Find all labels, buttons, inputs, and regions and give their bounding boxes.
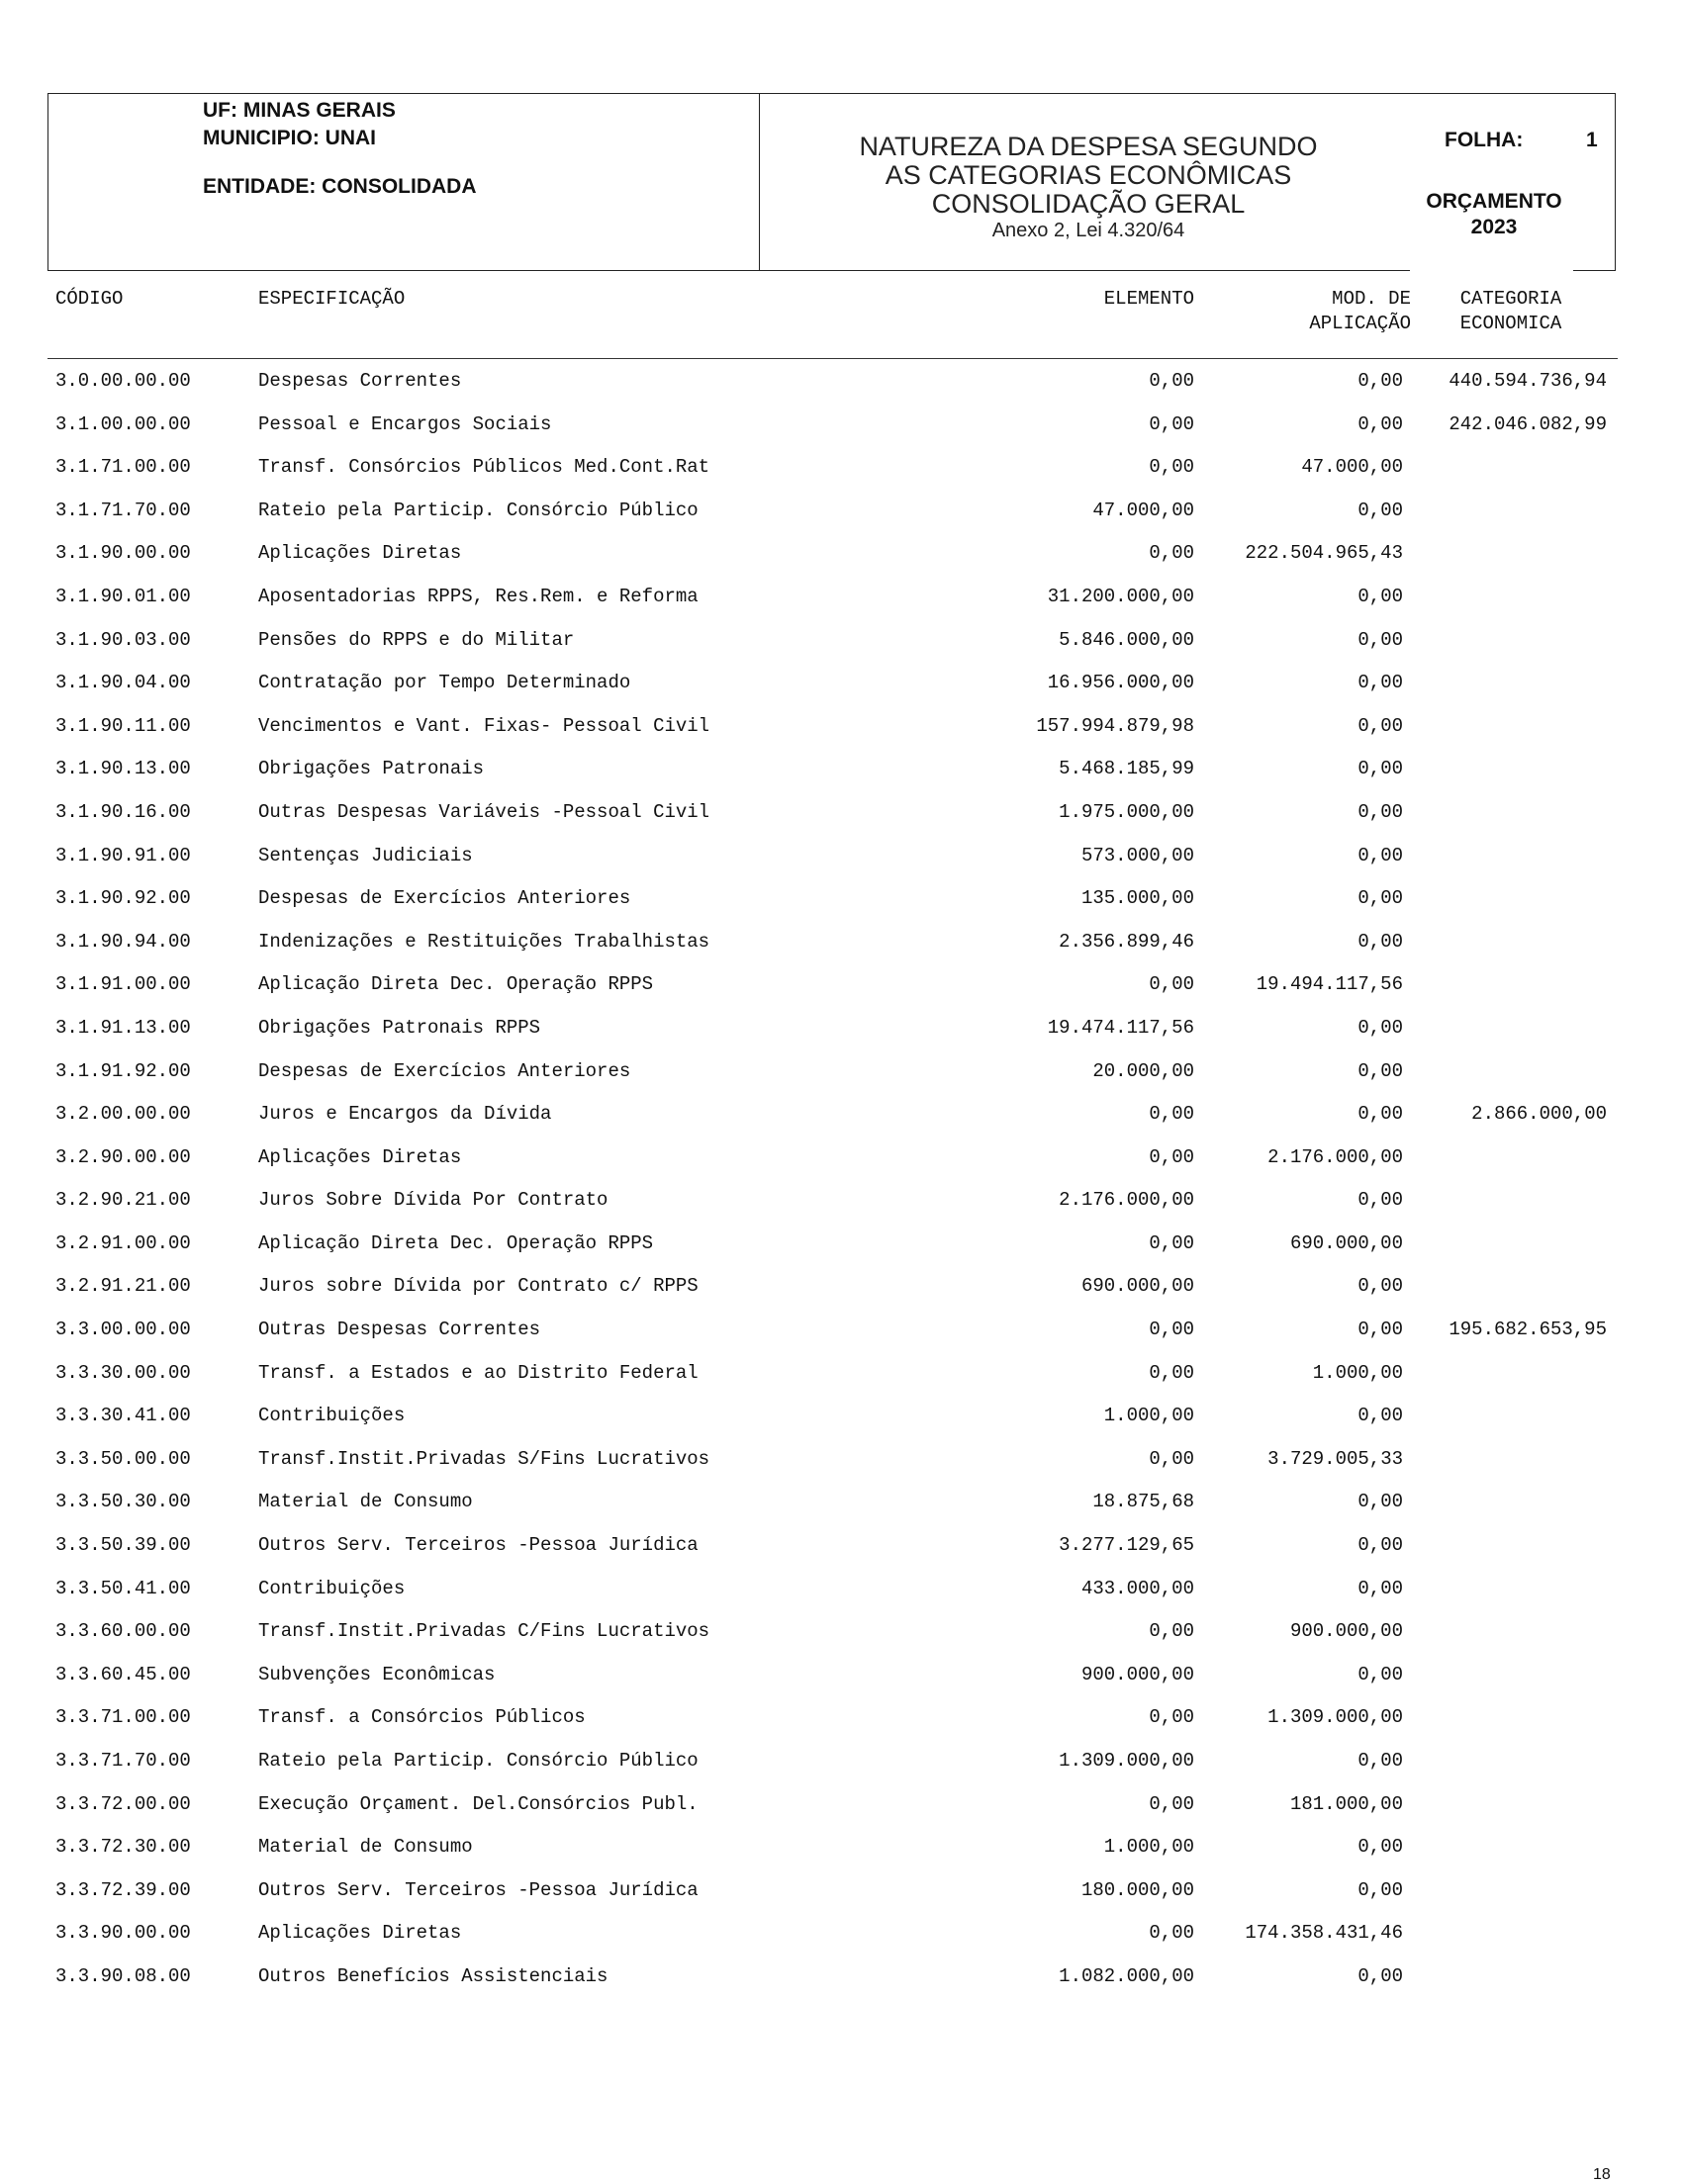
row-especificacao: Outras Despesas Variáveis -Pessoal Civil [258, 800, 710, 823]
table-row [0, 1404, 1683, 1447]
row-especificacao: Material de Consumo [258, 1836, 473, 1859]
row-categoria: 440.594.736,94 [1449, 370, 1607, 392]
table-row [0, 1231, 1683, 1275]
folha-value: 1 [1586, 129, 1598, 151]
column-header-categoria [1415, 287, 1607, 336]
row-modalidade: 0,00 [1357, 628, 1403, 651]
row-elemento: 0,00 [1149, 1922, 1194, 1945]
row-modalidade: 0,00 [1357, 844, 1403, 866]
row-modalidade: 0,00 [1357, 1577, 1403, 1599]
row-elemento: 573.000,00 [1080, 844, 1194, 866]
row-codigo: 3.3.71.00.00 [55, 1706, 191, 1729]
row-codigo: 3.3.30.41.00 [55, 1405, 191, 1427]
row-elemento: 20.000,00 [1092, 1059, 1194, 1082]
row-codigo: 3.3.50.39.00 [55, 1534, 191, 1557]
row-elemento: 19.474.117,56 [1047, 1016, 1194, 1039]
row-modalidade: 0,00 [1357, 1189, 1403, 1212]
row-especificacao: Transf.Instit.Privadas C/Fins Lucrativos [258, 1620, 710, 1643]
row-elemento: 0,00 [1149, 1145, 1194, 1168]
row-especificacao: Aplicações Diretas [258, 1145, 462, 1168]
row-codigo: 3.1.90.04.00 [55, 672, 191, 694]
table-row [0, 1274, 1683, 1318]
column-header-categoria-line-1: CATEGORIA [1459, 288, 1562, 310]
row-codigo: 3.3.50.41.00 [55, 1577, 191, 1599]
table-row [0, 1490, 1683, 1533]
table-row [0, 628, 1683, 672]
row-elemento: 5.468.185,99 [1059, 758, 1194, 780]
row-especificacao: Subvenções Econômicas [258, 1663, 496, 1685]
row-modalidade: 690.000,00 [1289, 1231, 1403, 1254]
table-row [0, 1318, 1683, 1361]
row-elemento: 0,00 [1149, 1620, 1194, 1643]
row-codigo: 3.1.90.00.00 [55, 542, 191, 565]
row-especificacao: Aplicações Diretas [258, 1922, 462, 1945]
table-row [0, 1964, 1683, 2008]
title-line-2: AS CATEGORIAS ECONÔMICAS [885, 160, 1292, 190]
row-especificacao: Rateio pela Particip. Consórcio Público [258, 499, 699, 521]
row-codigo: 3.2.90.21.00 [55, 1189, 191, 1212]
row-elemento: 5.846.000,00 [1059, 628, 1194, 651]
row-especificacao: Transf. Consórcios Públicos Med.Cont.Rat [258, 456, 710, 479]
row-elemento: 135.000,00 [1080, 887, 1194, 910]
header-uf: UF: MINAS GERAIS [203, 99, 396, 122]
row-codigo: 3.1.71.00.00 [55, 456, 191, 479]
row-elemento: 2.176.000,00 [1059, 1189, 1194, 1212]
row-categoria: 195.682.653,95 [1449, 1319, 1607, 1341]
row-elemento: 157.994.879,98 [1036, 714, 1194, 737]
row-modalidade: 0,00 [1357, 370, 1403, 392]
table-row [0, 1749, 1683, 1792]
row-elemento: 1.000,00 [1103, 1836, 1194, 1859]
row-modalidade: 0,00 [1357, 499, 1403, 521]
row-codigo: 3.1.90.01.00 [55, 585, 191, 607]
row-especificacao: Pensões do RPPS e do Militar [258, 628, 575, 651]
column-header-categoria-line-2: ECONOMICA [1459, 313, 1562, 334]
table-row [0, 1188, 1683, 1231]
row-especificacao: Despesas de Exercícios Anteriores [258, 887, 631, 910]
row-codigo: 3.3.71.70.00 [55, 1750, 191, 1772]
row-codigo: 3.1.91.92.00 [55, 1059, 191, 1082]
table-row [0, 585, 1683, 628]
row-modalidade: 0,00 [1357, 714, 1403, 737]
row-codigo: 3.3.30.00.00 [55, 1361, 191, 1384]
row-elemento: 2.356.899,46 [1059, 930, 1194, 953]
folha-label: FOLHA: [1445, 129, 1524, 151]
row-especificacao: Sentenças Judiciais [258, 844, 473, 866]
row-codigo: 3.1.90.94.00 [55, 930, 191, 953]
row-modalidade: 2.176.000,00 [1267, 1145, 1403, 1168]
row-codigo: 3.3.00.00.00 [55, 1319, 191, 1341]
column-header-especificacao: ESPECIFICAÇÃO [258, 288, 406, 310]
row-elemento: 0,00 [1149, 542, 1194, 565]
row-modalidade: 0,00 [1357, 585, 1403, 607]
row-codigo: 3.3.50.00.00 [55, 1447, 191, 1470]
row-modalidade: 222.504.965,43 [1245, 542, 1403, 565]
row-elemento: 0,00 [1149, 1447, 1194, 1470]
table-row [0, 1619, 1683, 1663]
row-modalidade: 0,00 [1357, 887, 1403, 910]
table-row [0, 1577, 1683, 1620]
row-especificacao: Juros Sobre Dívida Por Contrato [258, 1189, 608, 1212]
header-municipio: MUNICIPIO: UNAI [203, 127, 376, 149]
row-modalidade: 0,00 [1357, 1878, 1403, 1901]
row-codigo: 3.3.72.00.00 [55, 1792, 191, 1815]
row-codigo: 3.1.90.11.00 [55, 714, 191, 737]
row-elemento: 180.000,00 [1080, 1878, 1194, 1901]
row-especificacao: Outros Benefícios Assistenciais [258, 1964, 608, 1987]
row-especificacao: Aposentadorias RPPS, Res.Rem. e Reforma [258, 585, 699, 607]
expense-table [0, 369, 1683, 2008]
row-codigo: 3.1.90.16.00 [55, 800, 191, 823]
table-row [0, 1921, 1683, 1964]
row-modalidade: 0,00 [1357, 1319, 1403, 1341]
row-codigo: 3.3.60.45.00 [55, 1663, 191, 1685]
table-row [0, 930, 1683, 973]
table-row [0, 1059, 1683, 1103]
row-modalidade: 0,00 [1357, 672, 1403, 694]
row-elemento: 0,00 [1149, 1361, 1194, 1384]
row-modalidade: 181.000,00 [1289, 1792, 1403, 1815]
row-codigo: 3.3.50.30.00 [55, 1491, 191, 1513]
row-especificacao: Pessoal e Encargos Sociais [258, 412, 552, 435]
row-modalidade: 0,00 [1357, 1405, 1403, 1427]
row-elemento: 0,00 [1149, 1319, 1194, 1341]
row-codigo: 3.1.91.00.00 [55, 973, 191, 996]
table-row [0, 757, 1683, 800]
column-header-modalidade [1237, 287, 1411, 336]
row-modalidade: 0,00 [1357, 758, 1403, 780]
header-rule [47, 358, 1618, 359]
row-elemento: 1.000,00 [1103, 1405, 1194, 1427]
row-modalidade: 0,00 [1357, 412, 1403, 435]
row-modalidade: 0,00 [1357, 1103, 1403, 1126]
row-especificacao: Contribuições [258, 1577, 406, 1599]
row-elemento: 900.000,00 [1080, 1663, 1194, 1685]
table-row [0, 1835, 1683, 1878]
table-row [0, 412, 1683, 456]
row-modalidade: 0,00 [1357, 1275, 1403, 1298]
table-row [0, 369, 1683, 412]
row-elemento: 690.000,00 [1080, 1275, 1194, 1298]
row-modalidade: 0,00 [1357, 1750, 1403, 1772]
row-especificacao: Transf.Instit.Privadas S/Fins Lucrativos [258, 1447, 710, 1470]
row-codigo: 3.2.90.00.00 [55, 1145, 191, 1168]
table-row [0, 1533, 1683, 1577]
row-categoria: 242.046.082,99 [1449, 412, 1607, 435]
row-especificacao: Obrigações Patronais [258, 758, 485, 780]
table-row [0, 499, 1683, 542]
orcamento-label: ORÇAMENTO [1426, 190, 1562, 213]
table-row [0, 1016, 1683, 1059]
table-row [0, 1102, 1683, 1145]
row-especificacao: Aplicação Direta Dec. Operação RPPS [258, 1231, 654, 1254]
column-header-modalidade-line-1: MOD. DE [1332, 288, 1411, 310]
row-elemento: 0,00 [1149, 973, 1194, 996]
row-modalidade: 174.358.431,46 [1245, 1922, 1403, 1945]
row-especificacao: Transf. a Consórcios Públicos [258, 1706, 586, 1729]
row-especificacao: Despesas Correntes [258, 370, 462, 392]
header-entidade: ENTIDADE: CONSOLIDADA [203, 175, 477, 198]
row-modalidade: 0,00 [1357, 1663, 1403, 1685]
table-row [0, 1878, 1683, 1922]
row-especificacao: Indenizações e Restituições Trabalhistas [258, 930, 710, 953]
table-row [0, 1663, 1683, 1706]
row-codigo: 3.2.00.00.00 [55, 1103, 191, 1126]
row-especificacao: Vencimentos e Vant. Fixas- Pessoal Civil [258, 714, 710, 737]
table-row [0, 714, 1683, 758]
row-especificacao: Outras Despesas Correntes [258, 1319, 541, 1341]
row-codigo: 3.3.90.00.00 [55, 1922, 191, 1945]
page-number: 18 [1593, 2166, 1611, 2183]
row-especificacao: Rateio pela Particip. Consórcio Público [258, 1750, 699, 1772]
row-elemento: 16.956.000,00 [1047, 672, 1194, 694]
table-row [0, 1792, 1683, 1836]
row-modalidade: 0,00 [1357, 930, 1403, 953]
row-elemento: 0,00 [1149, 456, 1194, 479]
row-elemento: 433.000,00 [1080, 1577, 1194, 1599]
row-codigo: 3.1.91.13.00 [55, 1016, 191, 1039]
row-elemento: 47.000,00 [1092, 499, 1194, 521]
header-divider [759, 93, 760, 271]
row-codigo: 3.1.00.00.00 [55, 412, 191, 435]
row-elemento: 1.309.000,00 [1059, 1750, 1194, 1772]
row-elemento: 0,00 [1149, 412, 1194, 435]
row-especificacao: Execução Orçament. Del.Consórcios Publ. [258, 1792, 699, 1815]
row-codigo: 3.1.90.03.00 [55, 628, 191, 651]
table-row [0, 844, 1683, 887]
column-header-modalidade-line-2: APLICAÇÃO [1309, 313, 1411, 334]
row-modalidade: 1.000,00 [1312, 1361, 1403, 1384]
row-especificacao: Obrigações Patronais RPPS [258, 1016, 541, 1039]
title-line-1: NATUREZA DA DESPESA SEGUNDO [859, 132, 1318, 161]
row-elemento: 1.975.000,00 [1059, 800, 1194, 823]
row-codigo: 3.1.90.91.00 [55, 844, 191, 866]
row-especificacao: Aplicação Direta Dec. Operação RPPS [258, 973, 654, 996]
row-elemento: 0,00 [1149, 1103, 1194, 1126]
row-especificacao: Aplicações Diretas [258, 542, 462, 565]
table-row [0, 1361, 1683, 1405]
row-codigo: 3.3.90.08.00 [55, 1964, 191, 1987]
table-row [0, 455, 1683, 499]
table-row [0, 1145, 1683, 1189]
row-modalidade: 19.494.117,56 [1256, 973, 1403, 996]
report-title [762, 133, 1415, 242]
row-elemento: 0,00 [1149, 370, 1194, 392]
table-row [0, 886, 1683, 930]
header-border-gap [1410, 263, 1573, 275]
row-codigo: 3.2.91.00.00 [55, 1231, 191, 1254]
row-codigo: 3.1.90.13.00 [55, 758, 191, 780]
row-elemento: 0,00 [1149, 1706, 1194, 1729]
row-especificacao: Juros sobre Dívida por Contrato c/ RPPS [258, 1275, 699, 1298]
row-modalidade: 3.729.005,33 [1267, 1447, 1403, 1470]
row-elemento: 0,00 [1149, 1231, 1194, 1254]
row-especificacao: Despesas de Exercícios Anteriores [258, 1059, 631, 1082]
title-line-3: CONSOLIDAÇÃO GERAL [931, 189, 1246, 219]
table-row [0, 800, 1683, 844]
row-codigo: 3.1.71.70.00 [55, 499, 191, 521]
table-row [0, 671, 1683, 714]
orcamento-year: 2023 [1470, 216, 1518, 238]
row-especificacao: Contribuições [258, 1405, 406, 1427]
title-subtitle: Anexo 2, Lei 4.320/64 [991, 220, 1185, 241]
row-codigo: 3.1.90.92.00 [55, 887, 191, 910]
row-elemento: 1.082.000,00 [1059, 1964, 1194, 1987]
table-row [0, 1705, 1683, 1749]
row-elemento: 0,00 [1149, 1792, 1194, 1815]
table-row [0, 1447, 1683, 1491]
row-elemento: 31.200.000,00 [1047, 585, 1194, 607]
row-elemento: 3.277.129,65 [1059, 1534, 1194, 1557]
row-modalidade: 0,00 [1357, 1016, 1403, 1039]
row-modalidade: 0,00 [1357, 1964, 1403, 1987]
row-especificacao: Juros e Encargos da Dívida [258, 1103, 552, 1126]
row-especificacao: Contratação por Tempo Determinado [258, 672, 631, 694]
row-especificacao: Material de Consumo [258, 1491, 473, 1513]
row-modalidade: 0,00 [1357, 800, 1403, 823]
row-categoria: 2.866.000,00 [1471, 1103, 1607, 1126]
row-codigo: 3.0.00.00.00 [55, 370, 191, 392]
row-codigo: 3.3.72.39.00 [55, 1878, 191, 1901]
row-modalidade: 0,00 [1357, 1491, 1403, 1513]
table-row [0, 541, 1683, 585]
row-modalidade: 47.000,00 [1301, 456, 1403, 479]
row-codigo: 3.3.60.00.00 [55, 1620, 191, 1643]
row-modalidade: 0,00 [1357, 1836, 1403, 1859]
row-codigo: 3.2.91.21.00 [55, 1275, 191, 1298]
column-header-codigo: CÓDIGO [55, 288, 124, 310]
row-modalidade: 0,00 [1357, 1534, 1403, 1557]
row-modalidade: 1.309.000,00 [1267, 1706, 1403, 1729]
row-codigo: 3.3.72.30.00 [55, 1836, 191, 1859]
row-especificacao: Outros Serv. Terceiros -Pessoa Jurídica [258, 1878, 699, 1901]
row-modalidade: 0,00 [1357, 1059, 1403, 1082]
row-especificacao: Outros Serv. Terceiros -Pessoa Jurídica [258, 1534, 699, 1557]
row-elemento: 18.875,68 [1092, 1491, 1194, 1513]
table-row [0, 972, 1683, 1016]
column-header-elemento: ELEMENTO [1103, 288, 1194, 310]
row-especificacao: Transf. a Estados e ao Distrito Federal [258, 1361, 699, 1384]
row-modalidade: 900.000,00 [1289, 1620, 1403, 1643]
